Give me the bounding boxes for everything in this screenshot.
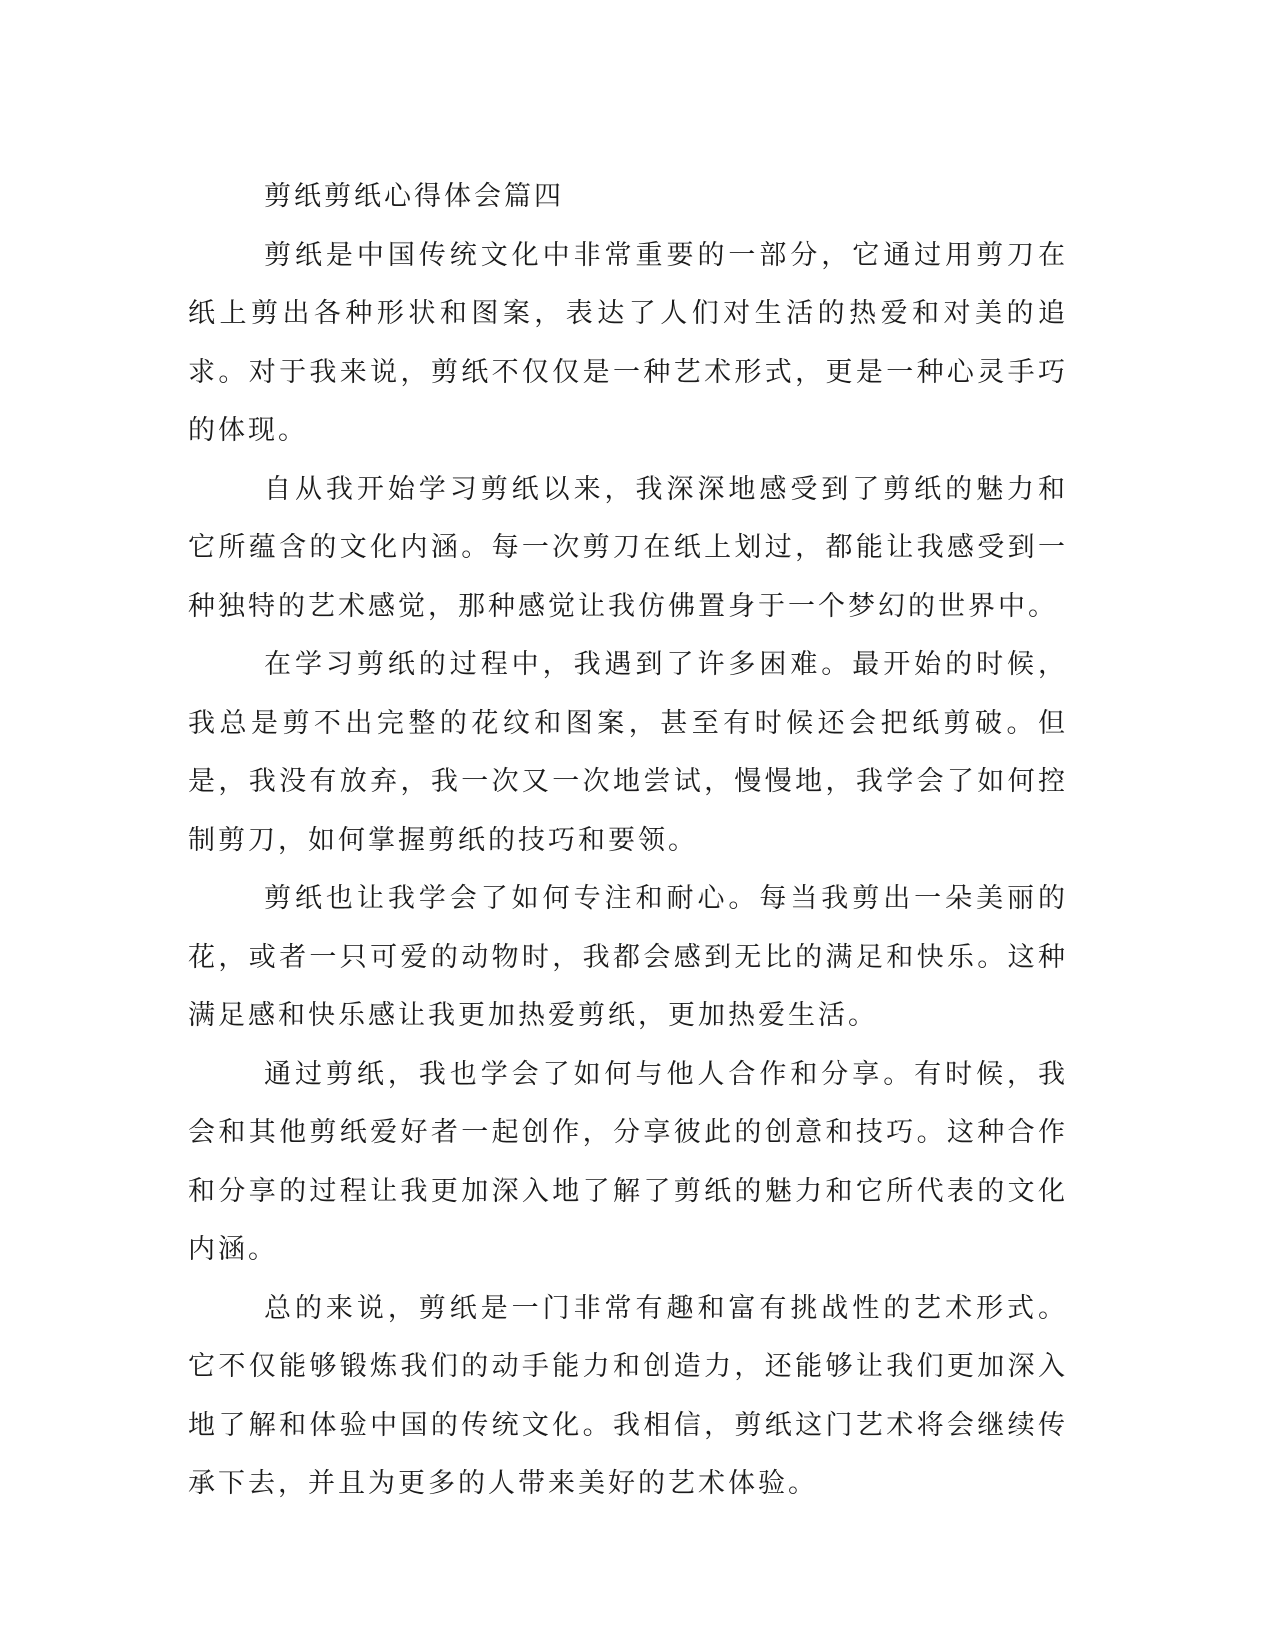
paragraph-2: 自从我开始学习剪纸以来，我深深地感受到了剪纸的魅力和它所蕴含的文化内涵。每一次剪刀在纸上划过，都能让我感受到一种独特的艺术感觉，那种感觉让我仿佛置身于一个梦幻的世界中。	[188, 473, 1068, 622]
paragraph-3: 在学习剪纸的过程中，我遇到了许多困难。最开始的时候，我总是剪不出完整的花纹和图案，甚至有时候还会把纸剪破。但是，我没有放弃，我一次又一次地尝试，慢慢地，我学会了如何控制剪刀，如何掌握剪纸的技巧和要领。	[188, 649, 1068, 856]
paragraph-5: 通过剪纸，我也学会了如何与他人合作和分享。有时候，我会和其他剪纸爱好者一起创作，分享彼此的创意和技巧。这种合作和分享的过程让我更加深入地了解了剪纸的魅力和它所代表的文化内涵。	[188, 1058, 1068, 1265]
document-title: 剪纸剪纸心得体会篇四	[264, 181, 564, 212]
paragraph-6: 总的来说，剪纸是一门非常有趣和富有挑战性的艺术形式。它不仅能够锻炼我们的动手能力和创造力，还能够让我们更加深入地了解和体验中国的传统文化。我相信，剪纸这门艺术将会继续传承下去，并且为更多的人带来美好的艺术体验。	[188, 1292, 1068, 1499]
paragraph-1: 剪纸是中国传统文化中非常重要的一部分，它通过用剪刀在纸上剪出各种形状和图案，表达了人们对生活的热爱和对美的追求。对于我来说，剪纸不仅仅是一种艺术形式，更是一种心灵手巧的体现。	[188, 239, 1068, 446]
paragraph-4: 剪纸也让我学会了如何专注和耐心。每当我剪出一朵美丽的花，或者一只可爱的动物时，我都会感到无比的满足和快乐。这种满足感和快乐感让我更加热爱剪纸，更加热爱生活。	[188, 883, 1068, 1031]
document-body	[188, 168, 1068, 1514]
